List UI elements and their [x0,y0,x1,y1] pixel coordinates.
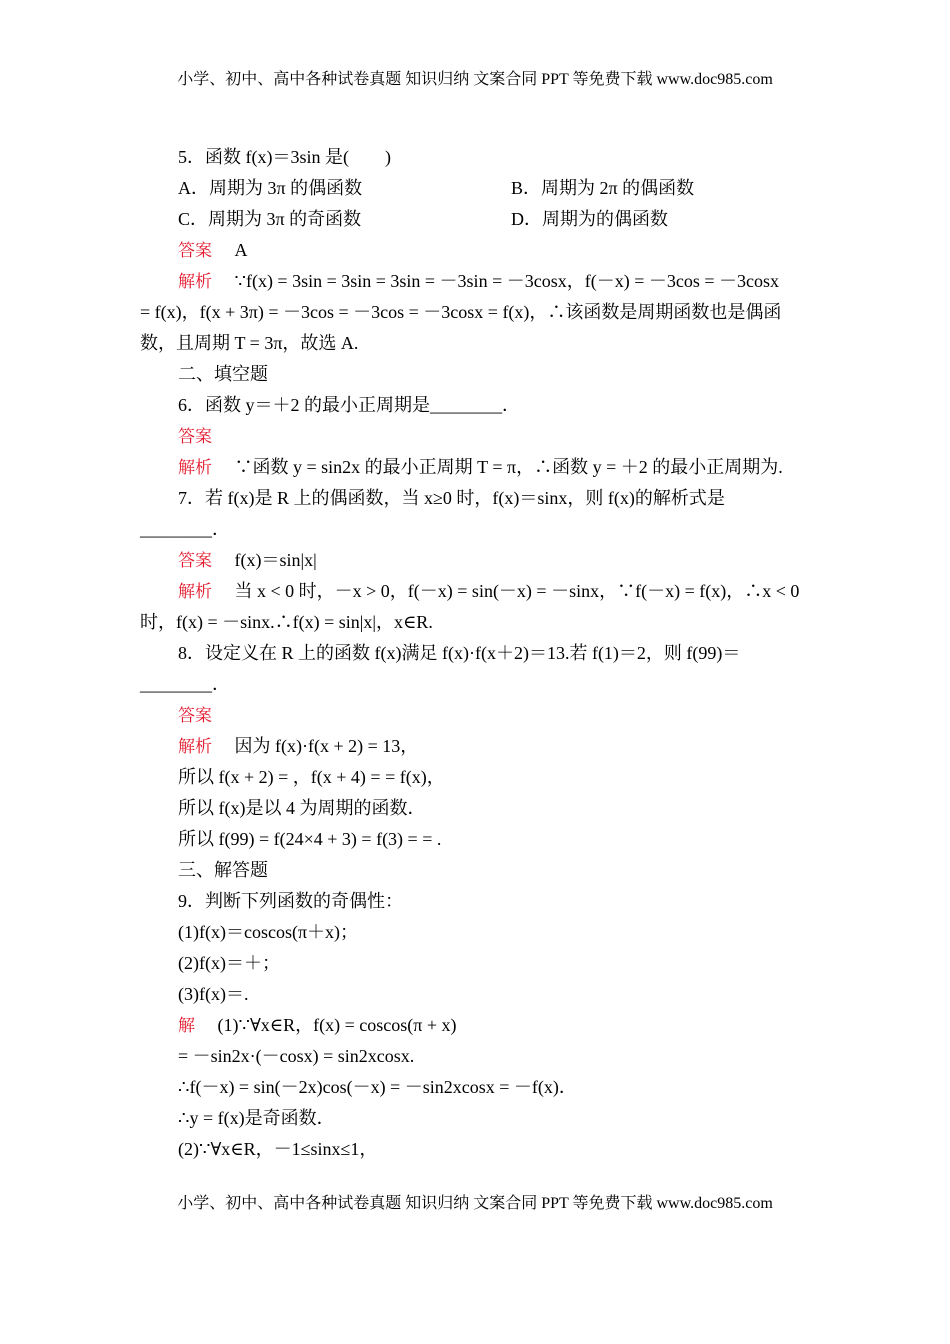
q7-stem: 7．若 f(x)是 R 上的偶函数，当 x≥0 时，f(x)＝sinx，则 f(x)的解析式是 [178,488,725,508]
q8-analysis-line [140,731,810,762]
q6-analysis-line [140,452,810,483]
q9-part: (1)f(x)＝coscos(π＋x)； [178,922,359,942]
q8-stem: 8．设定义在 R 上的函数 f(x)满足 f(x)·f(x＋2)＝13.若 f(1)＝2，则 f(99)＝ [178,643,741,663]
section-heading: 二、填空题 [178,364,268,384]
q9-solution-line [140,1010,810,1041]
q5-answer-value: A [234,240,248,260]
analysis-label: 解析 [178,458,212,478]
q5-option-d: D．周期为的偶函数 [511,209,668,229]
q7-analysis-text: 当 x < 0 时，－x > 0，f(－x) = sin(－x) = －sinx，∵f(－x) = f(x)，∴x < 0 [234,581,800,601]
q8-analysis-text: 因为 f(x)·f(x + 2) = 13， [234,736,419,756]
q5-option-b: B．周期为 2π 的偶函数 [511,178,695,198]
q9-solution-line: = －sin2x·(－cosx) = sin2xcosx. [178,1046,415,1066]
q5-stem: 5．函数 f(x)＝3sin 是( ) [178,147,391,167]
analysis-label: 解析 [178,272,212,292]
q5-analysis-line: 数，且周期 T = 3π，故选 A. [140,333,359,353]
q8-analysis-line: 所以 f(x + 2) = ，f(x + 4) = = f(x)， [178,767,445,787]
answer-label: 答案 [178,241,212,261]
q9-solution-text: (1)∵∀x∈R，f(x) = coscos(π + x) [217,1015,457,1035]
q6-answer [140,421,810,452]
q5-option-a: A．周期为 3π 的偶函数 [178,178,363,198]
answer-label: 答案 [178,551,212,571]
q7-analysis-line [140,576,810,607]
q8-analysis-line: 所以 f(x)是以 4 为周期的函数． [178,798,426,818]
q6-analysis-text: ∵函数 y = sin2x 的最小正周期 T = π，∴函数 y = ＋2 的最小正周期为. [234,457,783,477]
q5-analysis-text: ∵f(x) = 3sin = 3sin = 3sin = －3sin = －3cosx，f(－x) = －3cos = －3cosx [234,271,779,291]
q7-analysis-line: 时，f(x) = －sinx.∴f(x) = sin|x|，x∈R. [140,612,433,632]
section-heading: 三、解答题 [178,860,268,880]
analysis-label: 解析 [178,737,212,757]
answer-label: 答案 [178,706,212,726]
q6-stem: 6．函数 y＝＋2 的最小正周期是________． [178,395,520,415]
q5-options-row-1 [140,173,810,204]
answer-label: 答案 [178,427,212,447]
q9-solution-line: ∴y = f(x)是奇函数． [178,1108,335,1128]
analysis-label: 解析 [178,582,212,602]
q5-analysis-line: = f(x)，f(x + 3π) = －3cos = －3cos = －3cosx = f(x)，∴该函数是周期函数也是偶函 [140,302,782,322]
q8-answer [140,700,810,731]
q9-part: (2)f(x)＝＋； [178,953,280,973]
q7-answer-value: f(x)＝sin|x| [234,550,317,570]
q9-solution-line: ∴f(－x) = sin(－2x)cos(－x) = －sin2xcosx = －f(x)． [178,1077,577,1097]
page-footer: 小学、初中、高中各种试卷真题 知识归纳 文案合同 PPT 等免费下载 www.doc985.com [177,1195,773,1212]
q8-stem-blank: ________． [140,674,230,694]
q5-analysis-line [140,266,810,297]
document-body [140,142,810,1165]
q5-options-row-2 [140,204,810,235]
solution-label: 解 [178,1016,195,1036]
q8-analysis-line: 所以 f(99) = f(24×4 + 3) = f(3) = = . [178,829,442,849]
q5-option-c: C．周期为 3π 的奇函数 [178,209,362,229]
q9-part: (3)f(x)＝. [178,984,249,1004]
q9-solution-line: (2)∵∀x∈R，－1≤sinx≤1， [178,1139,378,1159]
q9-stem: 9．判断下列函数的奇偶性： [178,891,403,911]
page-header: 小学、初中、高中各种试卷真题 知识归纳 文案合同 PPT 等免费下载 www.doc985.com [177,71,773,88]
q7-answer [140,545,810,576]
q5-answer [140,235,810,266]
q7-stem-blank: ________． [140,519,230,539]
